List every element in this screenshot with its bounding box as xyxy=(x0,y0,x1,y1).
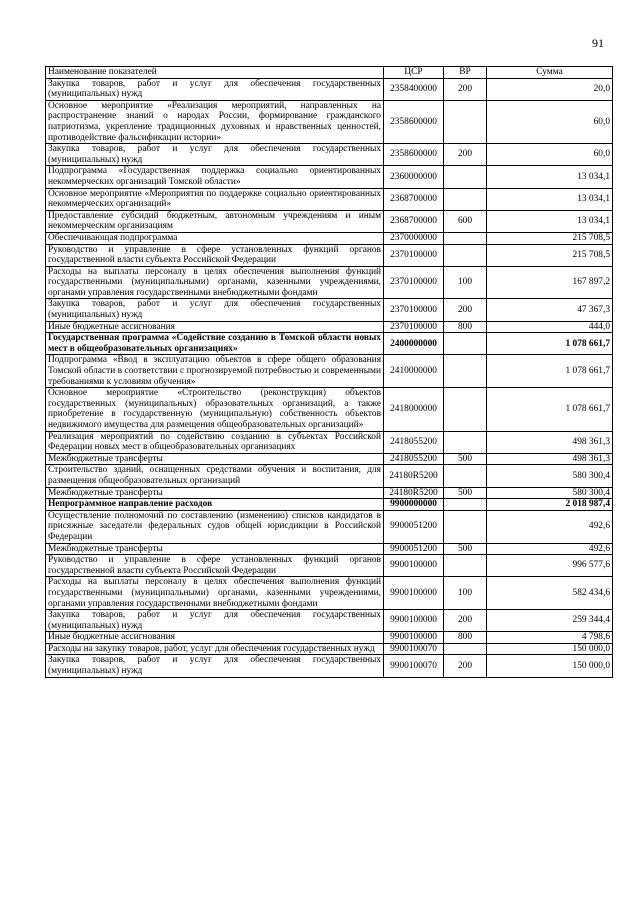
row-csr: 2418055200 xyxy=(384,431,444,453)
row-vr: 100 xyxy=(444,577,487,610)
row-sum: 150 000,0 xyxy=(487,643,613,655)
row-csr: 9900100000 xyxy=(384,632,444,644)
row-name: Расходы на закупку товаров, работ, услуг для обеспечения государственных нужд xyxy=(46,643,384,655)
row-vr xyxy=(444,388,487,431)
table-row xyxy=(46,166,613,188)
row-name: Реализация мероприятий по содействию созданию в субъектах Российской Федерации новых мест в общеобразовательных организациях xyxy=(46,431,384,453)
row-vr: 200 xyxy=(444,655,487,677)
row-vr xyxy=(444,333,487,355)
row-name: Государственная программа «Содействие созданию в Томской области новых мест в общеобразовательных организациях» xyxy=(46,333,384,355)
table-row xyxy=(46,144,613,166)
row-name: Иные бюджетные ассигнования xyxy=(46,321,384,333)
row-sum: 492,6 xyxy=(487,510,613,543)
row-vr: 200 xyxy=(444,610,487,632)
row-name: Закупка товаров, работ и услуг для обеспечения государственных (муниципальных) нужд xyxy=(46,144,384,166)
table-row xyxy=(46,555,613,577)
row-vr: 500 xyxy=(444,487,487,499)
row-name: Расходы на выплаты персоналу в целях обеспечения выполнения функций государственными (муниципальными) органами, казенными учреждениями, органами управления государственными внебюджетными фондами xyxy=(46,577,384,610)
row-name: Основное мероприятие «Реализация мероприятий, направленных на распространение знаний о народах России, формирование гражданского патриотизма, укрепление традиционных духовных и нравственных ценностей, противодействие фальсификации истории» xyxy=(46,100,384,143)
budget-table xyxy=(45,66,613,678)
table-row xyxy=(46,232,613,244)
row-csr: 2370100000 xyxy=(384,299,444,321)
row-vr xyxy=(444,232,487,244)
row-sum: 259 344,4 xyxy=(487,610,613,632)
row-csr: 2358600000 xyxy=(384,100,444,143)
row-csr: 2418055200 xyxy=(384,453,444,465)
row-vr xyxy=(444,355,487,388)
row-sum: 13 034,1 xyxy=(487,166,613,188)
row-name: Межбюджетные трансферты xyxy=(46,543,384,555)
row-vr: 100 xyxy=(444,266,487,299)
row-name: Закупка товаров, работ и услуг для обеспечения государственных (муниципальных) нужд xyxy=(46,299,384,321)
table-row xyxy=(46,100,613,143)
table-row xyxy=(46,655,613,677)
row-name: Закупка товаров, работ и услуг для обеспечения государственных (муниципальных) нужд xyxy=(46,610,384,632)
row-sum: 444,0 xyxy=(487,321,613,333)
row-vr xyxy=(444,166,487,188)
row-csr: 9900100070 xyxy=(384,643,444,655)
row-csr: 9900100070 xyxy=(384,655,444,677)
row-csr: 2370100000 xyxy=(384,244,444,266)
table-row xyxy=(46,388,613,431)
table-row xyxy=(46,431,613,453)
row-name: Основное мероприятие «Мероприятия по поддержке социально ориентированных некоммерческих организаций» xyxy=(46,188,384,210)
row-sum: 1 078 661,7 xyxy=(487,333,613,355)
header-csr: ЦСР xyxy=(384,67,444,79)
row-csr: 2370100000 xyxy=(384,266,444,299)
table-row xyxy=(46,321,613,333)
row-vr: 500 xyxy=(444,543,487,555)
row-sum: 167 897,2 xyxy=(487,266,613,299)
row-name: Обеспечивающая подпрограмма xyxy=(46,232,384,244)
row-csr: 2410000000 xyxy=(384,355,444,388)
row-sum: 60,0 xyxy=(487,100,613,143)
row-vr: 200 xyxy=(444,78,487,100)
row-name: Межбюджетные трансферты xyxy=(46,453,384,465)
row-csr: 2370000000 xyxy=(384,232,444,244)
row-sum: 2 018 987,4 xyxy=(487,499,613,511)
row-vr: 800 xyxy=(444,632,487,644)
row-vr xyxy=(444,510,487,543)
row-csr: 9900051200 xyxy=(384,543,444,555)
row-vr: 600 xyxy=(444,210,487,232)
row-csr: 9900100000 xyxy=(384,610,444,632)
row-sum: 4 798,6 xyxy=(487,632,613,644)
row-sum: 20,0 xyxy=(487,78,613,100)
row-csr: 2370100000 xyxy=(384,321,444,333)
table-row xyxy=(46,299,613,321)
row-sum: 580 300,4 xyxy=(487,465,613,487)
row-sum: 1 078 661,7 xyxy=(487,388,613,431)
row-vr: 800 xyxy=(444,321,487,333)
row-csr: 2358400000 xyxy=(384,78,444,100)
row-name: Руководство и управление в сфере установленных функций органов государственной власти субъекта Российской Федерации xyxy=(46,555,384,577)
table-row xyxy=(46,78,613,100)
row-sum: 215 708,5 xyxy=(487,244,613,266)
row-name: Строительство зданий, оснащенных средствами обучения и воспитания, для размещения общеобразовательных организаций xyxy=(46,465,384,487)
row-name: Предоставление субсидий бюджетным, автономным учреждениям и иным некоммерческим организациям xyxy=(46,210,384,232)
row-sum: 150 000,0 xyxy=(487,655,613,677)
row-csr: 2360000000 xyxy=(384,166,444,188)
table-row xyxy=(46,610,613,632)
table-row xyxy=(46,510,613,543)
row-sum: 60,0 xyxy=(487,144,613,166)
row-sum: 996 577,6 xyxy=(487,555,613,577)
row-vr xyxy=(444,431,487,453)
row-csr: 24180R5200 xyxy=(384,487,444,499)
row-sum: 13 034,1 xyxy=(487,188,613,210)
table-row xyxy=(46,188,613,210)
table-row xyxy=(46,333,613,355)
row-csr: 2400000000 xyxy=(384,333,444,355)
row-name: Межбюджетные трансферты xyxy=(46,487,384,499)
row-vr xyxy=(444,188,487,210)
row-name: Основное мероприятие «Строительство (реконструкция) объектов государственных (муниципальных) образовательных организаций, а также приобретение в государственную (муниципальную) собственность объектов недвижимого имущества для размещения общеобразовательных организаций» xyxy=(46,388,384,431)
row-sum: 13 034,1 xyxy=(487,210,613,232)
table-row xyxy=(46,244,613,266)
row-name: Подпрограмма «Государственная поддержка социально ориентированных некоммерческих организаций Томской области» xyxy=(46,166,384,188)
row-sum: 498 361,3 xyxy=(487,431,613,453)
row-sum: 580 300,4 xyxy=(487,487,613,499)
row-name: Руководство и управление в сфере установленных функций органов государственной власти субъекта Российской Федерации xyxy=(46,244,384,266)
row-vr: 200 xyxy=(444,299,487,321)
row-vr: 200 xyxy=(444,144,487,166)
row-csr: 9900100000 xyxy=(384,577,444,610)
row-name: Закупка товаров, работ и услуг для обеспечения государственных (муниципальных) нужд xyxy=(46,78,384,100)
row-vr xyxy=(444,643,487,655)
row-name: Непрограммное направление расходов xyxy=(46,499,384,511)
row-vr: 500 xyxy=(444,453,487,465)
row-sum: 492,6 xyxy=(487,543,613,555)
table-row xyxy=(46,210,613,232)
row-sum: 498 361,3 xyxy=(487,453,613,465)
row-csr: 2368700000 xyxy=(384,188,444,210)
row-name: Осуществление полномочий по составлению (изменению) списков кандидатов в присяжные заседатели федеральных судов общей юрисдикции в Российской Федерации xyxy=(46,510,384,543)
header-name: Наименование показателей xyxy=(46,67,384,79)
row-csr: 24180R5200 xyxy=(384,465,444,487)
row-sum: 1 078 661,7 xyxy=(487,355,613,388)
table-row xyxy=(46,355,613,388)
row-vr xyxy=(444,555,487,577)
table-row xyxy=(46,643,613,655)
row-sum: 215 708,5 xyxy=(487,232,613,244)
page-number: 91 xyxy=(592,36,604,50)
row-csr: 2368700000 xyxy=(384,210,444,232)
row-csr: 9900051200 xyxy=(384,510,444,543)
row-csr: 9900100000 xyxy=(384,555,444,577)
table-row xyxy=(46,632,613,644)
row-vr xyxy=(444,465,487,487)
table-header-row xyxy=(46,67,613,79)
row-name: Подпрограмма «Ввод в эксплуатацию объектов в сфере общего образования Томской области в соответствии с прогнозируемой потребностью и современными требованиями к условиям обучения» xyxy=(46,355,384,388)
row-csr: 2418000000 xyxy=(384,388,444,431)
row-vr xyxy=(444,244,487,266)
table-row xyxy=(46,465,613,487)
row-sum: 47 367,3 xyxy=(487,299,613,321)
row-sum: 582 434,6 xyxy=(487,577,613,610)
header-sum: Сумма xyxy=(487,67,613,79)
row-name: Расходы на выплаты персоналу в целях обеспечения выполнения функций государственными (муниципальными) органами, казенными учреждениями, органами управления государственными внебюджетными фондами xyxy=(46,266,384,299)
row-csr: 2358600000 xyxy=(384,144,444,166)
row-csr: 9900000000 xyxy=(384,499,444,511)
table-row xyxy=(46,543,613,555)
header-vr: ВР xyxy=(444,67,487,79)
row-name: Иные бюджетные ассигнования xyxy=(46,632,384,644)
row-vr xyxy=(444,100,487,143)
table-row xyxy=(46,266,613,299)
row-vr xyxy=(444,499,487,511)
table-row xyxy=(46,487,613,499)
table-row xyxy=(46,577,613,610)
table-row xyxy=(46,499,613,511)
row-name: Закупка товаров, работ и услуг для обеспечения государственных (муниципальных) нужд xyxy=(46,655,384,677)
table-row xyxy=(46,453,613,465)
